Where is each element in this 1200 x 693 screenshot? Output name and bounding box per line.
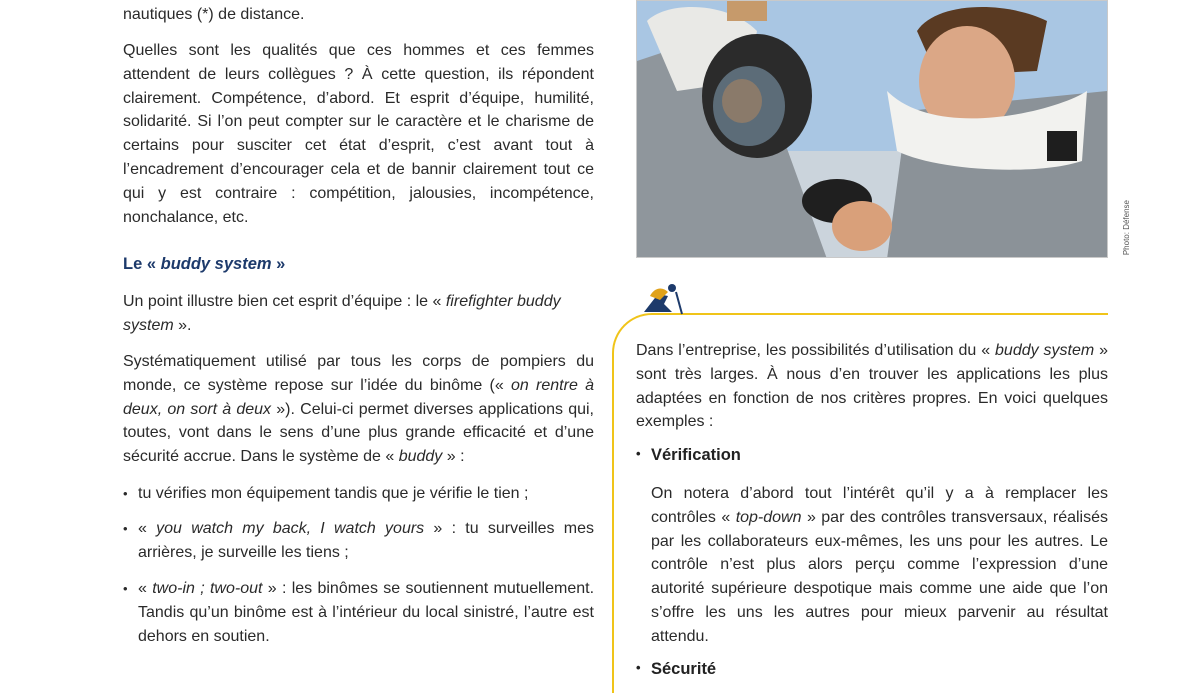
hiker-icon	[638, 282, 686, 316]
list-item: • « two-in ; two-out » : les binômes se soutiennent mutuellement. Tandis qu’un binôme est à l’intérieur du local sinistré, l’autre est dehors en soutien.	[123, 577, 594, 648]
box-border-top	[686, 313, 1108, 315]
photo-credit: Photo: Défense	[1122, 200, 1131, 256]
box-heading-verification: • Vérification	[636, 446, 741, 465]
list-item: • « you watch my back, I watch yours » : tu surveilles mes arrières, je surveille les tiens ;	[123, 517, 594, 565]
box-intro-paragraph: Dans l’entreprise, les possibilités d’utilisation du « buddy system » sont très larges. À nous d’en trouver les applications les plus adaptées en fonction de nos critères propres. En voici quelques exemples :	[636, 342, 1109, 431]
paragraph-team-spirit: Un point illustre bien cet esprit d’équipe : le « firefighter buddy system ».	[123, 293, 561, 334]
list-item: • tu vérifies mon équipement tandis que je vérifie le tien ;	[123, 482, 594, 506]
photo-firefighters	[636, 0, 1108, 258]
verification-paragraph: On notera d’abord tout l’intérêt qu’il y a à remplacer les contrôles « top-down » par des contrôles transversaux, réalisés par les collaborateurs eux-mêmes, les uns pour les autres. Le contrôle n’est plus alors perçu comme l’expression d’une autorité supérieure despotique mais comme une aide que l’on s’offre les uns les autres pour mieux parvenir au résultat attendu.	[651, 485, 1108, 645]
section-heading-buddy-system: Le « buddy system »	[123, 255, 286, 273]
paragraph-system-description: Systématiquement utilisé par tous les corps de pompiers du monde, ce système repose sur l’idée du binôme (« on rentre à deux, on sort à deux »). Celui-ci permet diverses applications qui, toutes, vont dans le sens d’une plus grande efficacité et d’une sécurité accrue. Dans le système de « buddy » :	[123, 353, 594, 466]
photo-illustration	[637, 1, 1108, 258]
box-heading-security: • Sécurité	[636, 660, 716, 679]
paragraph-qualities: Quelles sont les qualités que ces hommes et ces femmes attendent de leurs collègues ? À cette question, ils répondent clairement. Compétence, d’abord. Et esprit d’équipe, humilité, solidarité. Si l’on peut compter sur le caractère et le charisme de certains pour susciter cet état d’esprit, c’est avant tout à l’encadrement d’encourager cela et de bannir clairement tout ce qui y est contraire : compétition, jalousies, incompétence, nonchalance, etc.	[123, 42, 594, 226]
paragraph-intro-end: nautiques (*) de distance.	[123, 6, 305, 23]
